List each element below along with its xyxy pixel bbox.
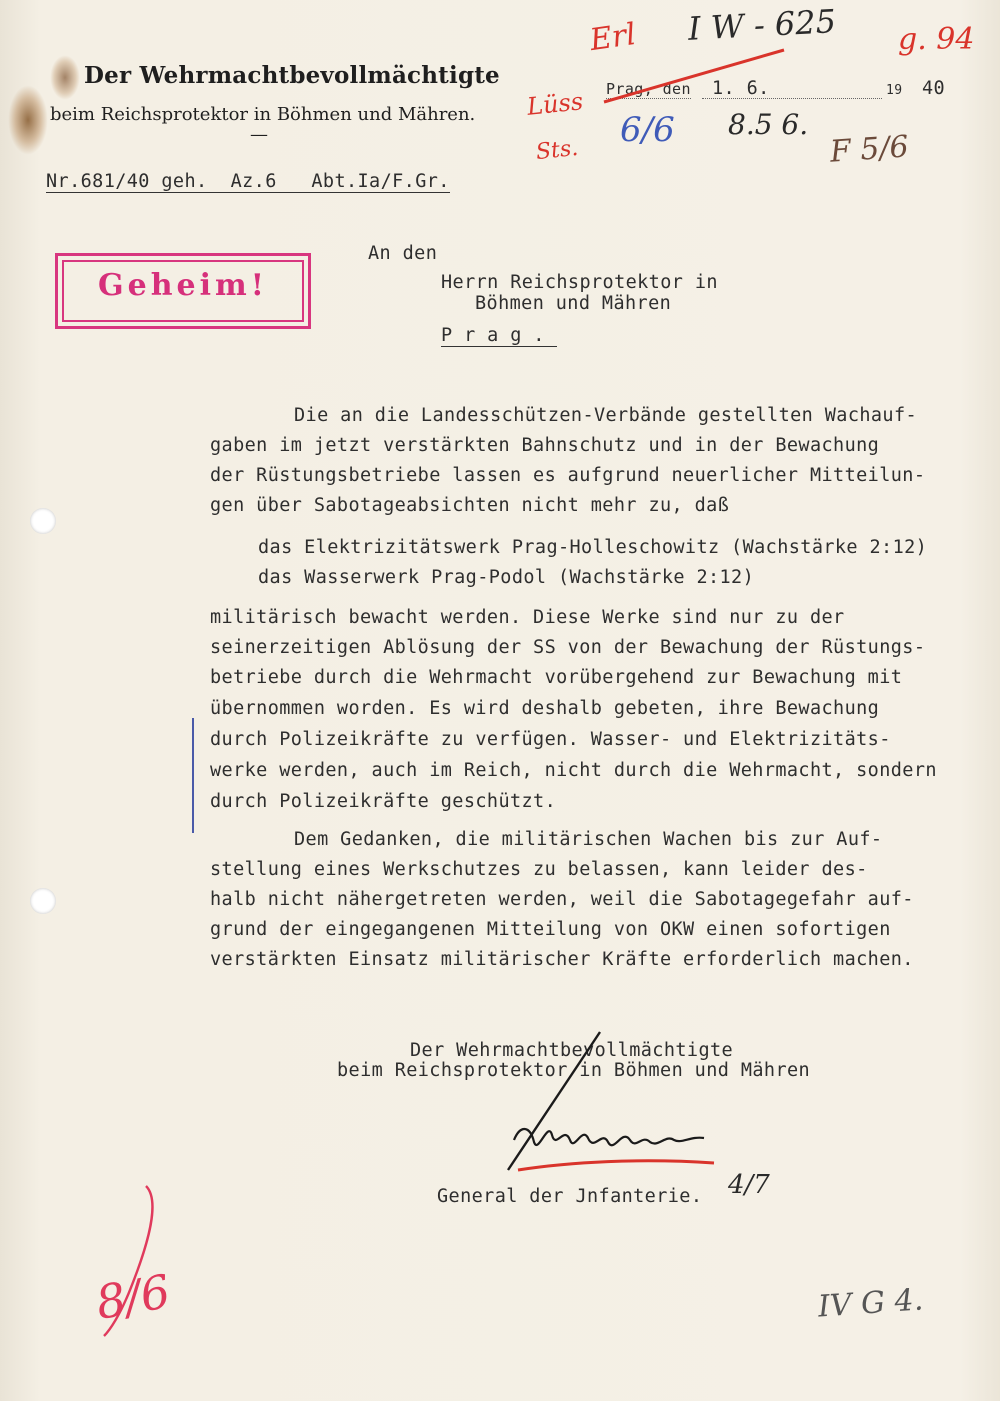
- body-list-item: das Elektrizitätswerk Prag-Holleschowitz (Wachstärke 2:12): [258, 537, 928, 558]
- recipient-line-3: Böhmen und Mähren: [475, 293, 672, 314]
- burn-mark: [8, 85, 48, 155]
- annotation-red-erl: Erl: [587, 16, 639, 59]
- secret-stamp: [55, 253, 311, 329]
- bottom-left-stroke: [90, 1180, 180, 1340]
- body-para1-line: der Rüstungsbetriebe lassen es aufgrund neuerlicher Mitteilun-: [210, 465, 926, 486]
- recipient-line-2: Herrn Reichsprotektor in: [441, 272, 718, 293]
- annotation-red-initials-upper: Lüss: [525, 87, 585, 121]
- signatory-rank: General der Jnfanterie.: [437, 1186, 703, 1207]
- margin-pencil-line: [192, 718, 194, 833]
- letterhead-title: Der Wehrmachtbevollmächtigte: [84, 62, 500, 89]
- year-prefix: 19: [886, 83, 903, 98]
- body-para2-line: durch Polizeikräfte zu verfügen. Wasser- und Elektrizitäts-: [210, 729, 891, 750]
- body-para3-line: verstärkten Einsatz militärischer Kräfte erforderlich machen.: [210, 949, 914, 970]
- annotation-right-initial: F 5/6: [828, 129, 910, 170]
- annotation-red-initials: Sts.: [534, 135, 580, 166]
- year-value: 40: [922, 78, 946, 99]
- body-para2-line: durch Polizeikräfte geschützt.: [210, 791, 557, 812]
- body-para2-line: betriebe durch die Wehrmacht vorübergehend zur Bewachung mit: [210, 667, 903, 688]
- annotation-rank-initial: 4/7: [728, 1170, 770, 1200]
- punch-hole: [30, 888, 56, 914]
- annotation-bottom-right: IV G 4.: [816, 1282, 925, 1325]
- closing-line-1: Der Wehrmachtbevollmächtigte: [410, 1040, 734, 1061]
- annotation-file-code: I W - 625: [687, 2, 837, 48]
- annotation-black-date: 8.5 6.: [728, 108, 809, 141]
- recipient-city: P r a g .: [441, 325, 557, 347]
- body-para1-line: gen über Sabotageabsichten nicht mehr zu, daß: [210, 495, 730, 516]
- body-para2-line: werke werden, auch im Reich, nicht durch die Wehrmacht, sondern: [210, 760, 937, 781]
- body-para3-line: halb nicht nähergetreten werden, weil die Sabotagegefahr auf-: [210, 889, 914, 910]
- letterhead-dash: —: [250, 124, 268, 145]
- body-list-item: das Wasserwerk Prag-Podol (Wachstärke 2:12): [258, 567, 755, 588]
- place-label: Prag, den: [606, 80, 691, 98]
- body-para1-line: gaben im jetzt verstärkten Bahnschutz und in der Bewachung: [210, 435, 880, 456]
- body-para2-line: militärisch bewacht werden. Diese Werke sind nur zu der: [210, 607, 845, 628]
- recipient-line-1: An den: [368, 243, 438, 264]
- body-para3-line: Dem Gedanken, die militärischen Wachen bis zur Auf-: [294, 829, 883, 850]
- reference-number: Nr.681/40 geh. Az.6 Abt.Ia/F.Gr.: [46, 171, 450, 192]
- body-para2-line: übernommen worden. Es wird deshalb gebeten, ihre Bewachung: [210, 698, 880, 719]
- body-para2-line: seinerzeitigen Ablösung der SS von der Bewachung der Rüstungs-: [210, 637, 926, 658]
- date-value: 1. 6.: [712, 78, 770, 99]
- punch-hole: [30, 508, 56, 534]
- annotation-top-right: g. 94: [898, 22, 975, 57]
- body-para3-line: stellung eines Werkschutzes zu belassen, kann leider des-: [210, 859, 868, 880]
- closing-line-2: beim Reichsprotektor in Böhmen und Mähren: [337, 1060, 811, 1081]
- burn-mark: [50, 55, 80, 100]
- body-para3-line: grund der eingegangenen Mitteilung von OKW einen sofortigen: [210, 919, 891, 940]
- secret-stamp-text: Geheim!: [98, 268, 268, 303]
- body-para1-line: Die an die Landesschützen-Verbände gestellten Wachauf-: [294, 405, 918, 426]
- signature: [490, 1030, 730, 1180]
- annotation-bottom-left: 8/6: [91, 1263, 175, 1331]
- letterhead-subtitle: beim Reichsprotektor in Böhmen und Mähren.: [50, 104, 476, 125]
- annotation-blue-date: 6/6: [620, 110, 675, 150]
- red-strike-line: [600, 44, 790, 106]
